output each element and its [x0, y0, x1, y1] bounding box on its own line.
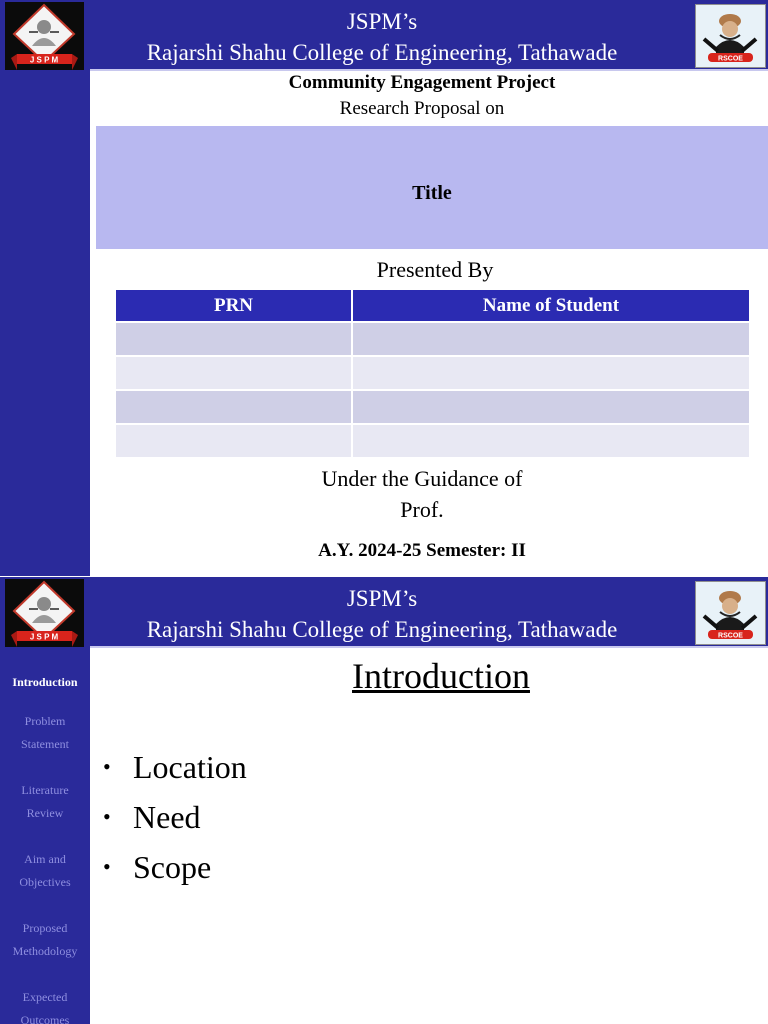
- jspm-logo-text: J S P M: [29, 55, 59, 65]
- nav-item-label: Problem: [24, 714, 66, 728]
- header-line-1: JSPM’s: [346, 9, 418, 34]
- nav-item-introduction[interactable]: [0, 671, 90, 694]
- bullet-icon: •: [103, 754, 111, 779]
- student-name-cell: [352, 424, 749, 457]
- nav-item-label: Outcomes: [20, 1013, 70, 1024]
- table-row: [116, 390, 749, 424]
- nav-item-label: Review: [26, 806, 64, 820]
- header-line-1: JSPM’s: [346, 586, 418, 611]
- rscoe-logo: [695, 4, 766, 68]
- jspm-logo: [5, 579, 84, 649]
- bullet-icon: •: [103, 854, 111, 879]
- guide-name: Prof.: [400, 497, 444, 522]
- left-sidebar: [0, 70, 90, 576]
- prn-cell: [116, 356, 352, 390]
- column-header-prn: PRN: [116, 290, 352, 322]
- bullet-icon: •: [103, 804, 111, 829]
- academic-year: A.Y. 2024-25 Semester: II: [318, 540, 526, 561]
- guidance-label: Under the Guidance of: [321, 466, 523, 491]
- nav-item-label: Aim and: [24, 852, 66, 866]
- section-title: Introduction: [352, 656, 530, 696]
- prn-cell: [116, 390, 352, 424]
- slide-introduction: [0, 577, 768, 1024]
- nav-item-label: Methodology: [12, 944, 78, 958]
- nav-item-label: Statement: [21, 737, 69, 751]
- table-header-row: [116, 290, 749, 322]
- nav-item-aim-objectives[interactable]: [0, 848, 90, 894]
- bullet-text: Need: [133, 799, 201, 835]
- nav-item-label: Expected: [22, 990, 68, 1004]
- student-name-cell: [352, 322, 749, 356]
- jspm-logo: [5, 2, 84, 72]
- table-row: [116, 424, 749, 457]
- nav-item-label: Objectives: [19, 875, 71, 889]
- list-item: [103, 742, 247, 792]
- header-divider: [90, 69, 768, 71]
- table-row: [116, 322, 749, 356]
- header-divider: [90, 646, 768, 648]
- slide-header: [0, 0, 768, 70]
- list-item: [103, 842, 247, 892]
- proposal-subheading: Research Proposal on: [339, 98, 505, 119]
- slide-header: [0, 577, 768, 647]
- nav-item-label: Literature: [21, 783, 69, 797]
- project-heading: Community Engagement Project: [288, 72, 556, 93]
- bullet-text: Location: [133, 749, 247, 785]
- nav-item-proposed-methodology[interactable]: [0, 917, 90, 963]
- proposal-title: Title: [412, 182, 452, 204]
- bullet-list: [103, 742, 247, 892]
- rscoe-logo: [695, 581, 766, 645]
- column-header-name: Name of Student: [352, 290, 749, 322]
- rscoe-logo-text: RSCOE: [718, 55, 743, 63]
- left-sidebar: [0, 647, 90, 1024]
- header-line-2: Rajarshi Shahu College of Engineering, Tathawade: [146, 40, 618, 65]
- prn-cell: [116, 322, 352, 356]
- nav-item-expected-outcomes[interactable]: [0, 986, 90, 1024]
- student-name-cell: [352, 390, 749, 424]
- bullet-text: Scope: [133, 849, 212, 885]
- nav-item-label: Proposed: [22, 921, 68, 935]
- nav-item-literature-review[interactable]: [0, 779, 90, 825]
- presented-by-label: Presented By: [376, 257, 494, 282]
- student-name-cell: [352, 356, 749, 390]
- list-item: [103, 792, 247, 842]
- student-table: [116, 290, 749, 457]
- nav-item-problem-statement[interactable]: [0, 710, 90, 756]
- header-line-2: Rajarshi Shahu College of Engineering, Tathawade: [146, 617, 618, 642]
- table-row: [116, 356, 749, 390]
- prn-cell: [116, 424, 352, 457]
- jspm-logo-text: J S P M: [29, 632, 59, 642]
- nav-item-label: Introduction: [12, 675, 78, 689]
- rscoe-logo-text: RSCOE: [718, 632, 743, 640]
